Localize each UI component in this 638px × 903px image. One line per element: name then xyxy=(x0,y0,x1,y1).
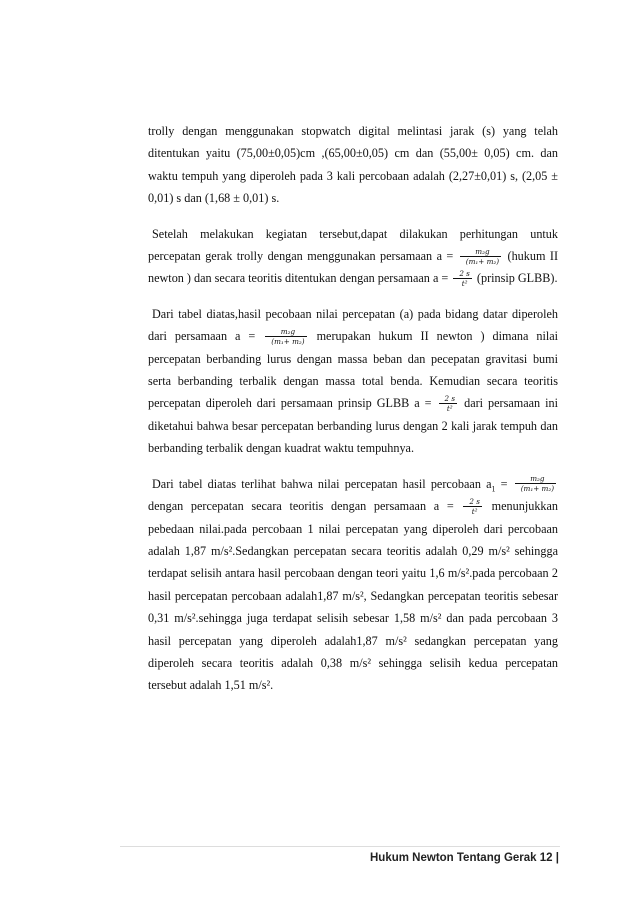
paragraph-4 xyxy=(148,473,558,697)
formula-denominator: t² xyxy=(461,279,468,289)
paragraph-2 xyxy=(148,223,558,290)
formula-numerator: m₂g xyxy=(265,327,306,337)
formula-glbb xyxy=(439,394,458,413)
paragraph-2-text-b: (hukum II newton ) dan secara teoritis ditentukan dengan persamaan a = xyxy=(148,249,559,286)
formula-glbb xyxy=(463,497,482,516)
formula-denominator: (m₁+ m₂) xyxy=(271,336,305,346)
formula-denominator: t² xyxy=(446,404,453,414)
subscript: 1 xyxy=(491,484,496,494)
paragraph-4-text-c: menunjukkan pebedaan nilai.pada percobaan 1 nilai percepatan yang diperoleh dari percobaan adalah 1,87 m/s².Sedangkan percepatan secara teoritis adalah 0,29 m/s² sehingga terdapat selisih antara hasil percobaan dengan teori yaitu 1,6 m/s².pada percobaan 2 hasil percepatan percobaan adalah1,87 m/s², Sedangkan percepatan teoritis sebesar 0,31 m/s².sehingga juga terdapat selisih sebesar 1,58 m/s² dan pada percobaan 3 hasil percepatan yang diperoleh adalah1,87 m/s² sedangkan percepatan yang diperoleh secara teoritis adalah 0,38 m/s² sehingga selisih kedua percepatan tersebut adalah 1,51 m/s². xyxy=(148,499,559,693)
paragraph-2-text-c: (prinsip GLBB). xyxy=(476,271,558,286)
equals-sign: = xyxy=(500,476,508,491)
formula-newton xyxy=(515,474,556,493)
formula-newton xyxy=(265,327,306,346)
paragraph-4-text-b: dengan percepatan secara teoritis dengan persamaan a = xyxy=(148,499,454,514)
paragraph-2-text-a: Setelah melakukan kegiatan tersebut,dapat dilakukan perhitungan untuk percepatan gerak trolly dengan menggunakan persamaan a = xyxy=(148,226,558,264)
formula-numerator: 2 s xyxy=(463,497,482,507)
body-text xyxy=(148,120,558,710)
paragraph-4-text-a: Dari tabel diatas terlihat bahwa nilai percepatan hasil percobaan a xyxy=(152,476,492,491)
formula-numerator: m₂g xyxy=(515,474,556,484)
formula-numerator: 2 s xyxy=(453,269,472,279)
paragraph-3-text-a: Dari tabel diatas,hasil pecobaan nilai percepatan (a) pada bidang datar diperoleh dari persamaan a = xyxy=(148,306,558,344)
paragraph-1 xyxy=(148,120,558,210)
paragraph-1-text: trolly dengan menggunakan stopwatch digital melintasi jarak (s) yang telah ditentukan yaitu (75,00±0,05)cm ,(65,00±0,05) cm dan (55,00± 0,05) cm. dan waktu tempuh yang diperoleh pada 3 kali percobaan adalah (2,27±0,01) s, (2,05 ± 0,01) s dan (1,68 ± 0,01) s. xyxy=(148,124,558,206)
page-footer: Hukum Newton Tentang Gerak 12 | xyxy=(370,852,559,864)
formula-denominator: (m₁+ m₂) xyxy=(465,256,500,266)
formula-numerator: m₂g xyxy=(460,247,501,257)
paragraph-3-text-b: merupakan hukum II newton ) dimana nilai percepatan berbanding lurus dengan massa beban dan pecepatan gravitasi bumi serta berbanding terbalik dengan massa total benda. Kemudian secara teoritis percepatan diperoleh dari persamaan prinsip GLBB a = xyxy=(148,329,559,411)
paragraph-3-text-c: dari persamaan ini diketahui bahwa besar percepatan berbanding lurus dengan 2 kali jarak tempuh dan berbanding terbalik dengan kuadrat waktu tempuhnya. xyxy=(148,396,559,456)
paragraph-3 xyxy=(148,303,558,460)
footer-divider xyxy=(120,846,560,847)
formula-numerator: 2 s xyxy=(439,394,458,404)
formula-denominator: (m₁+ m₂) xyxy=(520,484,555,494)
formula-newton xyxy=(460,247,501,266)
formula-denominator: t² xyxy=(471,506,478,516)
formula-glbb xyxy=(453,269,472,288)
